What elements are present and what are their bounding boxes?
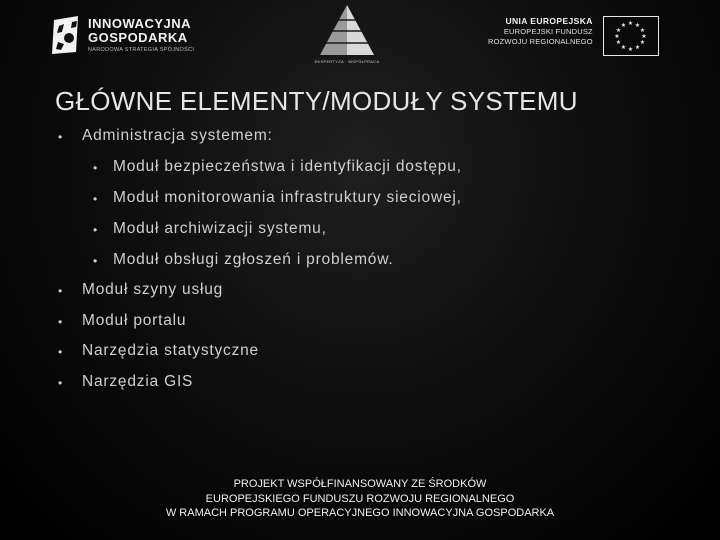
innowacyjna-gospodarka-logo <box>50 14 194 56</box>
bullet-icon: • <box>58 376 63 390</box>
svg-text:★: ★ <box>641 33 647 40</box>
svg-text:★: ★ <box>620 22 627 29</box>
logo-line-nss: NARODOWA STRATEGIA SPÓJNOŚCI <box>88 47 195 53</box>
list-item: Administracja systemem: <box>82 127 273 144</box>
svg-text:★: ★ <box>615 39 622 46</box>
svg-text:★: ★ <box>627 20 634 27</box>
list-item: Narzędzia GIS <box>82 373 194 390</box>
eu-logo <box>488 16 659 56</box>
svg-text:★: ★ <box>615 27 622 34</box>
list-item: Moduł szyny usług <box>82 281 224 298</box>
list-item: Narzędzia statystyczne <box>82 342 259 359</box>
list-item: Moduł portalu <box>82 312 187 329</box>
ig-logo-icon <box>50 14 82 56</box>
footer-line-2: EUROPEJSKIEGO FUNDUSZU ROZWOJU REGIONALNEGO <box>205 492 515 505</box>
list-item: Moduł bezpieczeństwa i identyfikacji dostępu, <box>113 158 462 175</box>
svg-text:★: ★ <box>620 44 627 51</box>
pyramid-logo <box>312 3 382 67</box>
svg-text:★: ★ <box>627 46 634 53</box>
eu-line-unia: UNIA EUROPEJSKA <box>505 16 593 26</box>
bullet-icon: • <box>93 192 98 206</box>
footer-line-3: W RAMACH PROGRAMU OPERACYJNEGO INNOWACYJNA GOSPODARKA <box>165 507 555 519</box>
pyramid-icon <box>312 3 382 59</box>
slide-title: GŁÓWNE ELEMENTY/MODUŁY SYSTEMU <box>55 86 578 116</box>
footer-line-1: PROJEKT WSPÓŁFINANSOWANY ZE ŚRODKÓW <box>233 478 487 490</box>
logo-line-gospodarka: GOSPODARKA <box>88 30 188 45</box>
bullet-icon: • <box>93 161 98 175</box>
pyramid-caption: EKSPERTYZA · WSPÓŁPRACA <box>314 59 380 64</box>
bullet-icon: • <box>58 315 63 329</box>
svg-text:★: ★ <box>639 39 646 46</box>
bullet-icon: • <box>58 345 63 359</box>
eu-line-fundusz: EUROPEJSKI FUNDUSZ <box>503 27 593 36</box>
bullet-icon: • <box>58 284 63 298</box>
svg-text:★: ★ <box>634 44 641 51</box>
svg-text:★: ★ <box>634 22 641 29</box>
eu-line-rozwoju: ROZWOJU REGIONALNEGO <box>488 37 593 46</box>
eu-flag-icon <box>603 16 659 56</box>
footer <box>0 477 720 521</box>
list-item: Moduł archiwizacji systemu, <box>113 220 327 237</box>
svg-text:★: ★ <box>639 27 646 34</box>
list-item: Moduł monitorowania infrastruktury sieciowej, <box>113 189 462 206</box>
svg-text:★: ★ <box>614 33 620 40</box>
bullet-icon: • <box>93 254 98 268</box>
bullet-icon: • <box>93 223 98 237</box>
logo-line-innowacyjna: INNOWACYJNA <box>88 16 192 31</box>
bullet-icon: • <box>58 130 63 144</box>
list-item: Moduł obsługi zgłoszeń i problemów. <box>113 251 394 268</box>
